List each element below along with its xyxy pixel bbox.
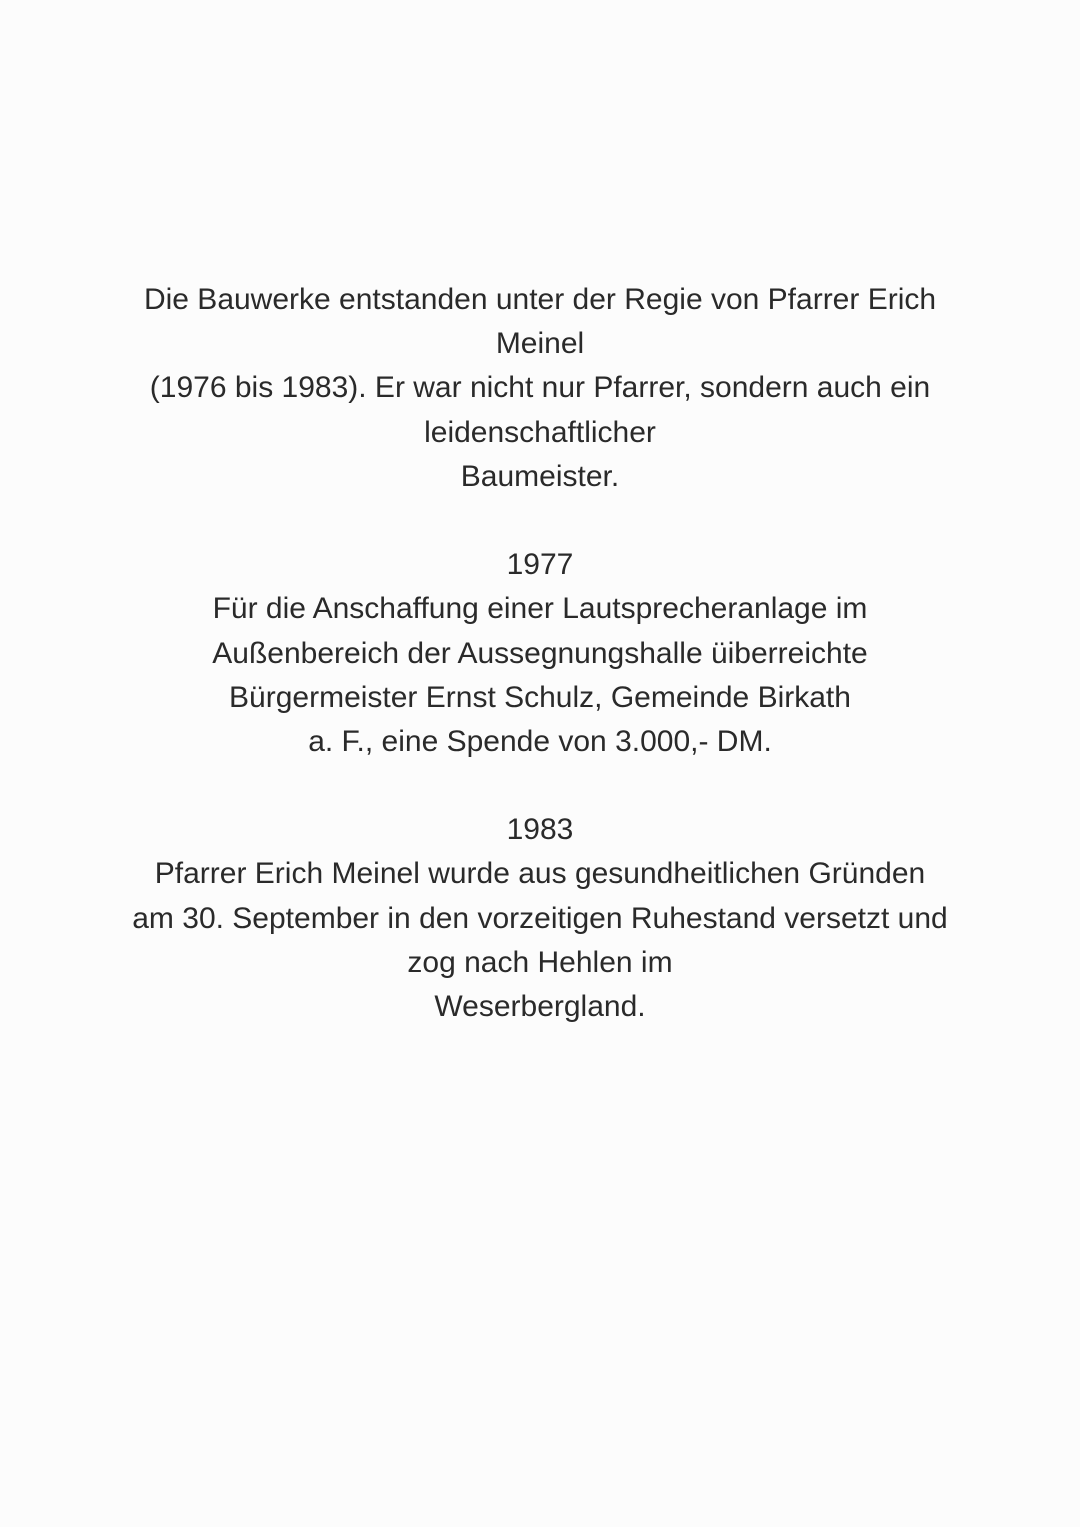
text-line: a. F., eine Spende von 3.000,- DM. xyxy=(308,724,772,758)
text-line: Bürgermeister Ernst Schulz, Gemeinde Birkath xyxy=(229,680,851,714)
text-line: Die Bauwerke entstanden unter der Regie von Pfarrer Erich xyxy=(143,283,937,316)
text-line: (1976 bis 1983). Er war nicht nur Pfarrer, sondern auch ein xyxy=(149,371,931,405)
text-line: leidenschaftlicher xyxy=(424,415,656,449)
paragraph-spacer xyxy=(0,764,1080,808)
text-line: am 30. September in den vorzeitigen Ruhestand versetzt und xyxy=(132,901,948,935)
text-line: Weserbergland. xyxy=(434,990,646,1023)
text-line: Meinel xyxy=(495,327,585,361)
text-line: Außenbereich der Aussegnungshalle üiberreichte xyxy=(212,636,868,670)
text-line: Für die Anschaffung einer Lautsprecheranlage im xyxy=(212,592,868,626)
paragraph-spacer xyxy=(0,499,1080,543)
intro-paragraph xyxy=(0,278,1080,499)
year-heading-1977: 1977 xyxy=(506,548,574,582)
text-line: zog nach Hehlen im xyxy=(407,945,673,979)
section-1977 xyxy=(0,543,1080,764)
year-heading-1983: 1983 xyxy=(506,813,574,847)
section-1983 xyxy=(0,808,1080,1029)
text-line: Baumeister. xyxy=(460,459,620,493)
text-line: Pfarrer Erich Meinel wurde aus gesundheitlichen Gründen xyxy=(154,857,926,891)
document-body xyxy=(0,278,1080,1029)
